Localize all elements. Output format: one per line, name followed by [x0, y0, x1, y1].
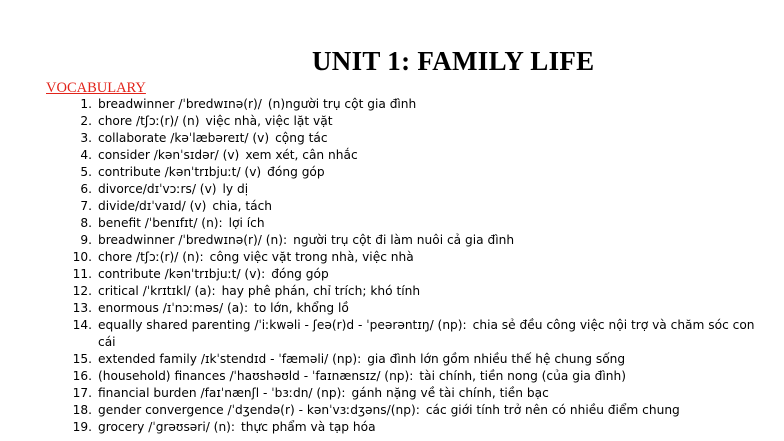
item-number: 9.: [80, 233, 92, 247]
item-number: 4.: [80, 148, 92, 162]
item-term: contribute /kənˈtrɪbjuːt/ (v):: [98, 267, 266, 281]
vocabulary-item: [0, 181, 784, 198]
item-number: 8.: [80, 216, 92, 230]
vocabulary-item: [0, 317, 784, 351]
item-number: 18.: [72, 403, 92, 417]
item-meaning: thực phẩm và tạp hóa: [241, 420, 376, 434]
vocabulary-item: [0, 249, 784, 266]
item-meaning: (n)người trụ cột gia đình: [267, 97, 417, 111]
vocabulary-item: [0, 147, 784, 164]
item-term: chore /tʃɔː(r)/ (n):: [98, 250, 204, 264]
item-meaning: công việc vặt trong nhà, việc nhà: [209, 250, 414, 264]
item-term: (household) finances /ˈhaʊshəʊld - ˈfaɪnænsɪz/ (np):: [98, 369, 414, 383]
item-number: 2.: [80, 114, 92, 128]
item-number: 15.: [72, 352, 92, 366]
item-term: collaborate /kəˈlæbəreɪt/ (v): [98, 131, 270, 145]
vocabulary-item: [0, 96, 784, 113]
item-meaning: đóng góp: [271, 267, 329, 281]
item-number: 1.: [80, 97, 92, 111]
item-meaning: gánh nặng về tài chính, tiền bạc: [351, 386, 549, 400]
item-meaning: xem xét, cân nhắc: [245, 148, 358, 162]
item-term: enormous /ɪˈnɔːməs/ (a):: [98, 301, 249, 315]
item-meaning: các giới tính trở nên có nhiều điểm chung: [425, 403, 680, 417]
vocabulary-item: [0, 164, 784, 181]
item-meaning: tài chính, tiền nong (của gia đình): [419, 369, 626, 383]
vocabulary-item: [0, 385, 784, 402]
item-meaning: lợi ích: [228, 216, 265, 230]
vocabulary-item: [0, 113, 784, 130]
vocabulary-item: [0, 351, 784, 368]
vocabulary-item: [0, 368, 784, 385]
vocabulary-item: [0, 300, 784, 317]
item-term: grocery /ˈgrəʊsəri/ (n):: [98, 420, 236, 434]
vocabulary-item: [0, 215, 784, 232]
item-number: 6.: [80, 182, 92, 196]
item-number: 12.: [72, 284, 92, 298]
item-term: breadwinner /ˈbredwɪnə(r)/: [98, 97, 262, 111]
item-meaning: chia, tách: [212, 199, 273, 213]
item-meaning: việc nhà, việc lặt vặt: [205, 114, 333, 128]
item-number: 13.: [72, 301, 92, 315]
item-number: 7.: [80, 199, 92, 213]
item-number: 3.: [80, 131, 92, 145]
vocabulary-item: [0, 232, 784, 249]
item-meaning: cộng tác: [275, 131, 328, 145]
item-number: 11.: [72, 267, 92, 281]
item-term: benefit /ˈbenɪfɪt/ (n):: [98, 216, 223, 230]
item-meaning: chia sẻ đều công việc nội trợ và chăm sóc con cái: [98, 318, 755, 349]
item-term: gender convergence /ˈdʒendə(r) - kənˈvɜːdʒəns/(np):: [98, 403, 420, 417]
item-meaning: gia đình lớn gồm nhiều thế hệ chung sống: [367, 352, 626, 366]
item-term: financial burden /faɪˈnænʃl - ˈbɜːdn/ (np):: [98, 386, 346, 400]
item-meaning: ly dị: [222, 182, 249, 196]
item-term: chore /tʃɔː(r)/ (n): [98, 114, 200, 128]
item-term: divorce/dɪˈvɔːrs/ (v): [98, 182, 217, 196]
vocabulary-item: [0, 402, 784, 419]
item-term: contribute /kənˈtrɪbjuːt/ (v): [98, 165, 262, 179]
item-number: 14.: [72, 318, 92, 332]
item-meaning: đóng góp: [267, 165, 325, 179]
section-heading-vocabulary: VOCABULARY: [46, 80, 146, 96]
item-meaning: hay phê phán, chỉ trích; khó tính: [221, 284, 421, 298]
vocabulary-item: [0, 419, 784, 436]
vocabulary-item: [0, 198, 784, 215]
item-meaning: người trụ cột đi làm nuôi cả gia đình: [293, 233, 515, 247]
item-number: 16.: [72, 369, 92, 383]
item-number: 19.: [72, 420, 92, 434]
vocabulary-list: [0, 96, 784, 436]
item-term: divide/dɪˈvaɪd/ (v): [98, 199, 207, 213]
item-term: breadwinner /ˈbredwɪnə(r)/ (n):: [98, 233, 288, 247]
item-number: 10.: [72, 250, 92, 264]
item-term: critical /ˈkrɪtɪkl/ (a):: [98, 284, 216, 298]
vocabulary-item: [0, 283, 784, 300]
vocabulary-item: [0, 130, 784, 147]
vocabulary-item: [0, 266, 784, 283]
item-term: extended family /ɪkˈstendɪd - ˈfæməli/ (np):: [98, 352, 362, 366]
item-number: 5.: [80, 165, 92, 179]
item-number: 17.: [72, 386, 92, 400]
item-term: consider /kənˈsɪdər/ (v): [98, 148, 240, 162]
item-term: equally shared parenting /ˈiːkwəli - ʃeə(r)d - ˈpeərəntɪŋ/ (np):: [98, 318, 467, 332]
page-title: UNIT 1: FAMILY LIFE: [312, 46, 595, 76]
item-meaning: to lớn, khổng lồ: [254, 301, 349, 315]
